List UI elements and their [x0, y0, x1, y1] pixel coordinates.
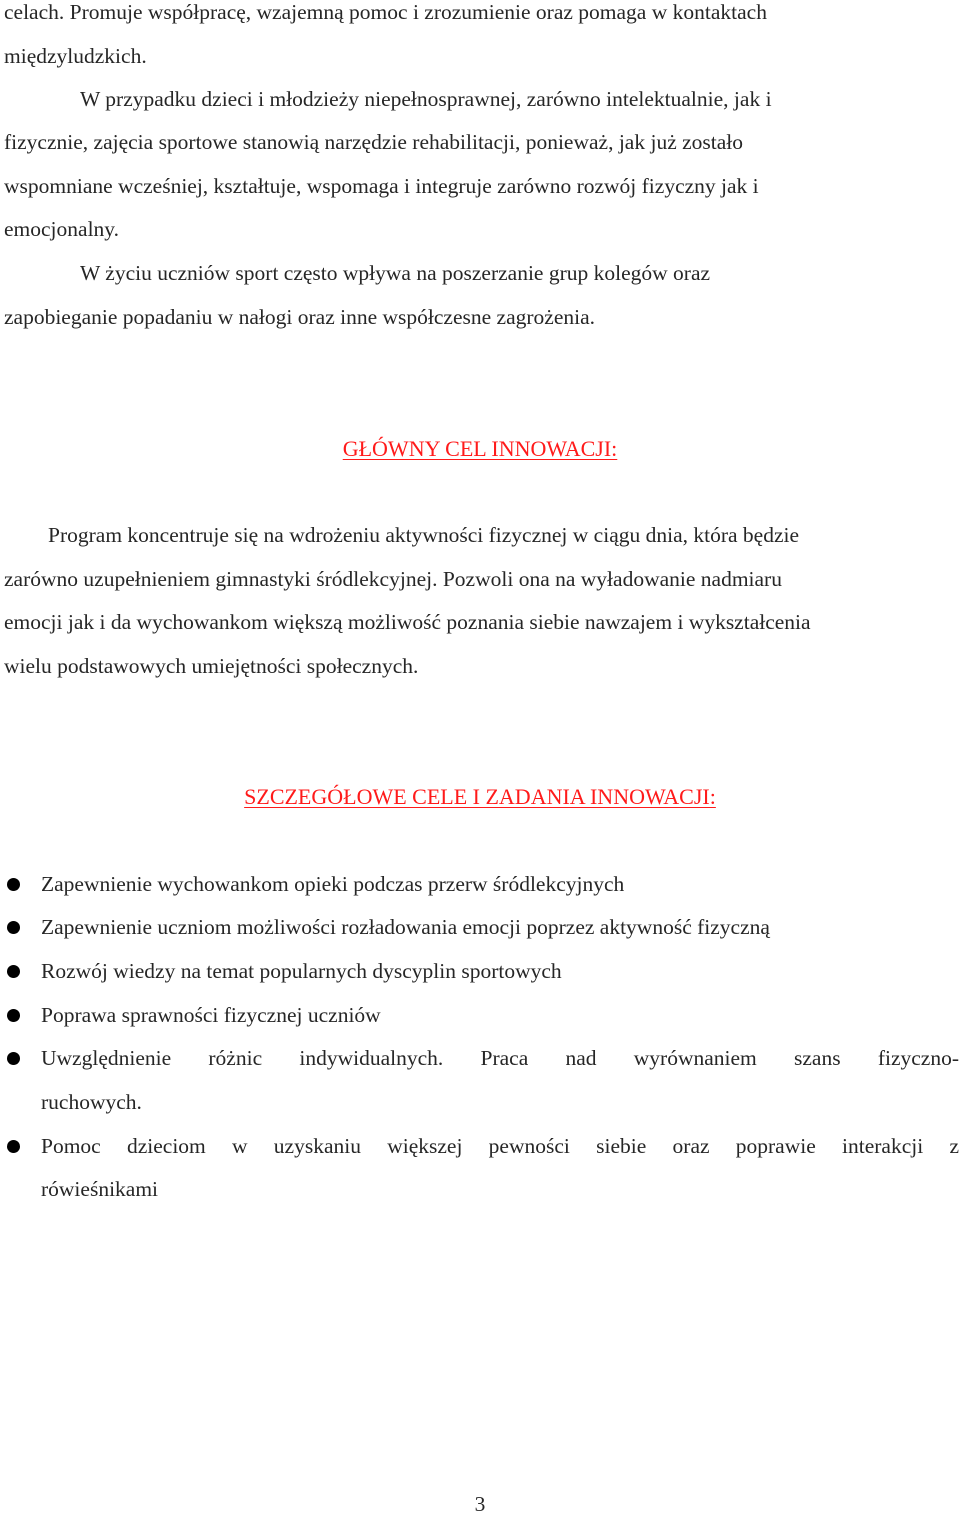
- intro-line-3: W przypadku dzieci i młodzieży niepełnosprawnej, zarówno intelektualnie, jak i: [80, 87, 772, 111]
- goal-item-6-continuation: rówieśnikami: [41, 1177, 159, 1201]
- main-goal-line-3: emocji jak i da wychowankom większą możliwość poznania siebie nawzajem i wykształcenia: [4, 610, 811, 634]
- detailed-goals-heading: SZCZEGÓŁOWE CELE I ZADANIA INNOWACJI:: [244, 784, 716, 809]
- main-goal-line-2: zarówno uzupełnieniem gimnastyki śródlekcyjnej. Pozwoli ona na wyładowanie nadmiaru: [4, 567, 782, 591]
- main-goal-heading: GŁÓWNY CEL INNOWACJI:: [342, 436, 618, 461]
- goal-item-3: Rozwój wiedzy na temat popularnych dyscyplin sportowych: [41, 959, 562, 983]
- intro-line-7: W życiu uczniów sport często wpływa na poszerzanie grup kolegów oraz: [80, 261, 711, 285]
- bullet-icon: [7, 965, 20, 978]
- goal-item-5-continuation: ruchowych.: [41, 1090, 142, 1114]
- main-goal-line-4: wielu podstawowych umiejętności społecznych.: [4, 654, 419, 678]
- goal-item-4: Poprawa sprawności fizycznej uczniów: [41, 1003, 381, 1027]
- goal-item-6: Pomoc dzieciom w uzyskaniu większej pewności siebie oraz poprawie interakcji z: [41, 1134, 959, 1158]
- intro-line-1: celach. Promuje współpracę, wzajemną pomoc i zrozumienie oraz pomaga w kontaktach: [4, 0, 767, 24]
- intro-line-4: fizycznie, zajęcia sportowe stanowią narzędzie rehabilitacji, ponieważ, jak już zostało: [4, 130, 744, 154]
- bullet-icon: [7, 1140, 20, 1153]
- bullet-icon: [7, 1052, 20, 1065]
- bullet-icon: [7, 878, 20, 891]
- bullet-icon: [7, 1009, 20, 1022]
- goal-item-1: Zapewnienie wychowankom opieki podczas przerw śródlekcyjnych: [41, 872, 625, 896]
- intro-line-6: emocjonalny.: [4, 217, 120, 241]
- page-number: 3: [474, 1492, 486, 1516]
- bullet-icon: [7, 921, 20, 934]
- goal-item-5: Uwzględnienie różnic indywidualnych. Praca nad wyrównaniem szans fizyczno-: [41, 1046, 959, 1070]
- intro-line-2: międzyludzkich.: [4, 44, 147, 68]
- intro-line-8: zapobieganie popadaniu w nałogi oraz inne współczesne zagrożenia.: [4, 305, 595, 329]
- goal-item-2: Zapewnienie uczniom możliwości rozładowania emocji poprzez aktywność fizyczną: [41, 915, 770, 939]
- intro-line-5: wspomniane wcześniej, kształtuje, wspomaga i integruje zarówno rozwój fizyczny jak i: [4, 174, 759, 198]
- main-goal-line-1: Program koncentruje się na wdrożeniu aktywności fizycznej w ciągu dnia, która będzie: [48, 523, 800, 547]
